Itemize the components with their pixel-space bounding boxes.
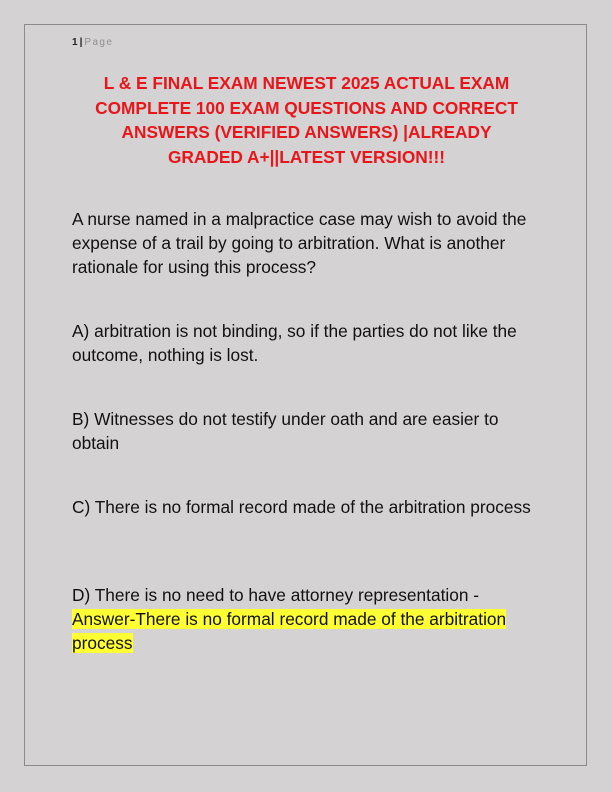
option-c: C) There is no formal record made of the arbitration process bbox=[72, 497, 531, 517]
document-title bbox=[72, 71, 541, 169]
option-d: D) There is no need to have attorney representation - bbox=[72, 585, 479, 605]
question-text: A nurse named in a malpractice case may wish to avoid the expense of a trail by going to arbitration. What is another rationale for using this process? bbox=[72, 209, 527, 277]
page-number-header bbox=[72, 37, 113, 48]
title-line-1: L & E FINAL EXAM NEWEST 2025 ACTUAL EXAM bbox=[103, 73, 510, 93]
answer-highlight: Answer-There is no formal record made of the arbitration process bbox=[72, 609, 507, 653]
page-number: 1 bbox=[72, 37, 78, 48]
title-line-2: COMPLETE 100 EXAM QUESTIONS AND CORRECT bbox=[95, 97, 518, 118]
title-line-4: GRADED A+||LATEST VERSION!!! bbox=[167, 146, 446, 167]
option-a: A) arbitration is not binding, so if the parties do not like the outcome, nothing is lost. bbox=[72, 321, 517, 365]
page-separator: | bbox=[79, 37, 83, 48]
option-b: B) Witnesses do not testify under oath and are easier to obtain bbox=[72, 409, 499, 453]
option-d-with-answer bbox=[72, 583, 550, 655]
title-line-3: ANSWERS (VERIFIED ANSWERS) |ALREADY bbox=[121, 122, 492, 142]
page-label: Page bbox=[84, 37, 114, 48]
